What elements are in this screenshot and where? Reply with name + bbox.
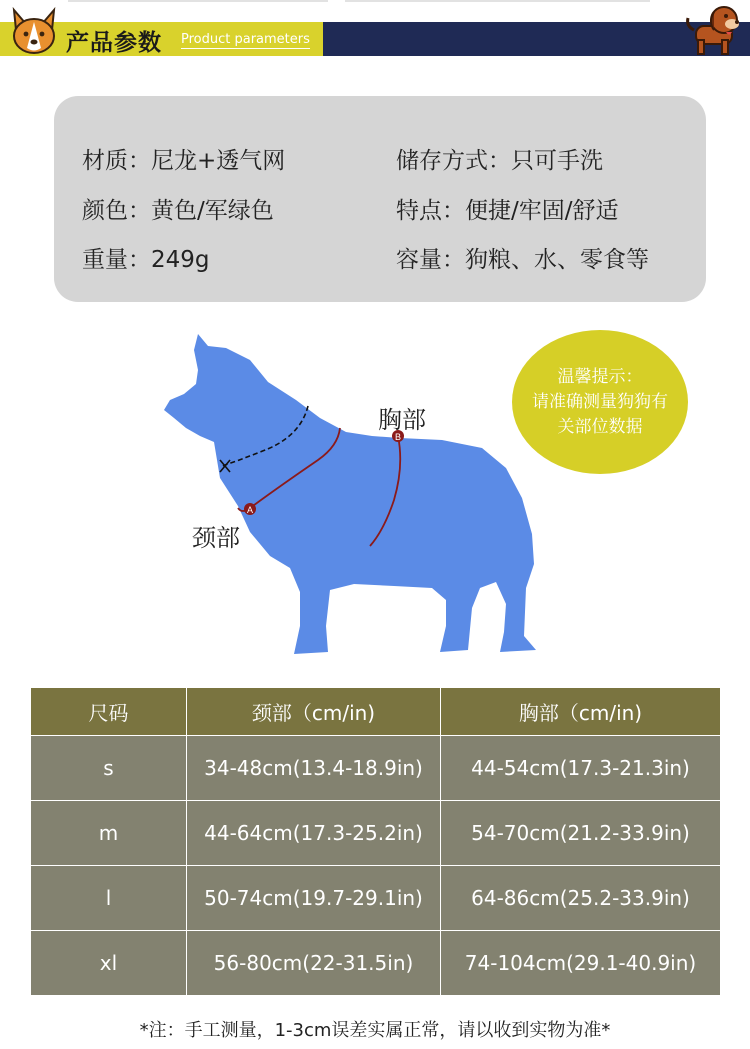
cell-size: l xyxy=(31,866,187,931)
cell-size: xl xyxy=(31,931,187,996)
tip-bubble xyxy=(512,330,688,474)
chest-marker-label: B xyxy=(394,432,402,442)
cell-chest: 64-86cm(25.2-33.9in) xyxy=(441,866,721,931)
table-row xyxy=(31,866,721,931)
chest-label: 胸部 xyxy=(378,406,426,434)
neck-marker-label: A xyxy=(246,505,254,515)
header-chest: 胸部（cm/in) xyxy=(441,688,721,736)
section-title: 产品参数 xyxy=(66,30,162,56)
top-divider xyxy=(0,0,750,22)
section-subtitle: Product parameters xyxy=(181,32,310,47)
tip-line-3: 关部位数据 xyxy=(557,416,643,437)
spec-color: 颜色：黄色/军绿色 xyxy=(82,198,274,224)
table-row xyxy=(31,801,721,866)
cell-chest: 44-54cm(17.3-21.3in) xyxy=(441,736,721,801)
measurement-note: *注：手工测量，1-3cm误差实属正常，请以收到实物为准* xyxy=(139,1020,611,1041)
section-header xyxy=(0,22,750,56)
spec-material: 材质：尼龙+透气网 xyxy=(82,148,286,174)
header-size: 尺码 xyxy=(31,688,187,736)
spec-capacity: 容量：狗粮、水、零食等 xyxy=(396,247,649,273)
cell-neck: 50-74cm(19.7-29.1in) xyxy=(187,866,441,931)
spec-weight: 重量：249g xyxy=(82,247,210,273)
tip-line-2: 请准确测量狗狗有 xyxy=(532,391,668,412)
neck-label: 颈部 xyxy=(192,524,240,552)
cell-size: m xyxy=(31,801,187,866)
cell-size: s xyxy=(31,736,187,801)
cell-neck: 44-64cm(17.3-25.2in) xyxy=(187,801,441,866)
size-table xyxy=(30,687,721,996)
tip-line-1: 温馨提示： xyxy=(557,366,643,387)
table-row xyxy=(31,736,721,801)
cell-neck: 56-80cm(22-31.5in) xyxy=(187,931,441,996)
cell-chest: 74-104cm(29.1-40.9in) xyxy=(441,931,721,996)
dog-silhouette xyxy=(150,320,550,665)
cell-chest: 54-70cm(21.2-33.9in) xyxy=(441,801,721,866)
spec-feature: 特点：便捷/牢固/舒适 xyxy=(396,198,619,224)
table-row xyxy=(31,931,721,996)
cell-neck: 34-48cm(13.4-18.9in) xyxy=(187,736,441,801)
spec-card xyxy=(54,96,706,302)
corgi-icon xyxy=(8,6,60,56)
puppy-icon xyxy=(682,4,746,58)
table-header-row xyxy=(31,688,721,736)
dog-body xyxy=(164,334,536,654)
header-neck: 颈部（cm/in) xyxy=(187,688,441,736)
spec-storage: 储存方式：只可手洗 xyxy=(396,148,603,174)
